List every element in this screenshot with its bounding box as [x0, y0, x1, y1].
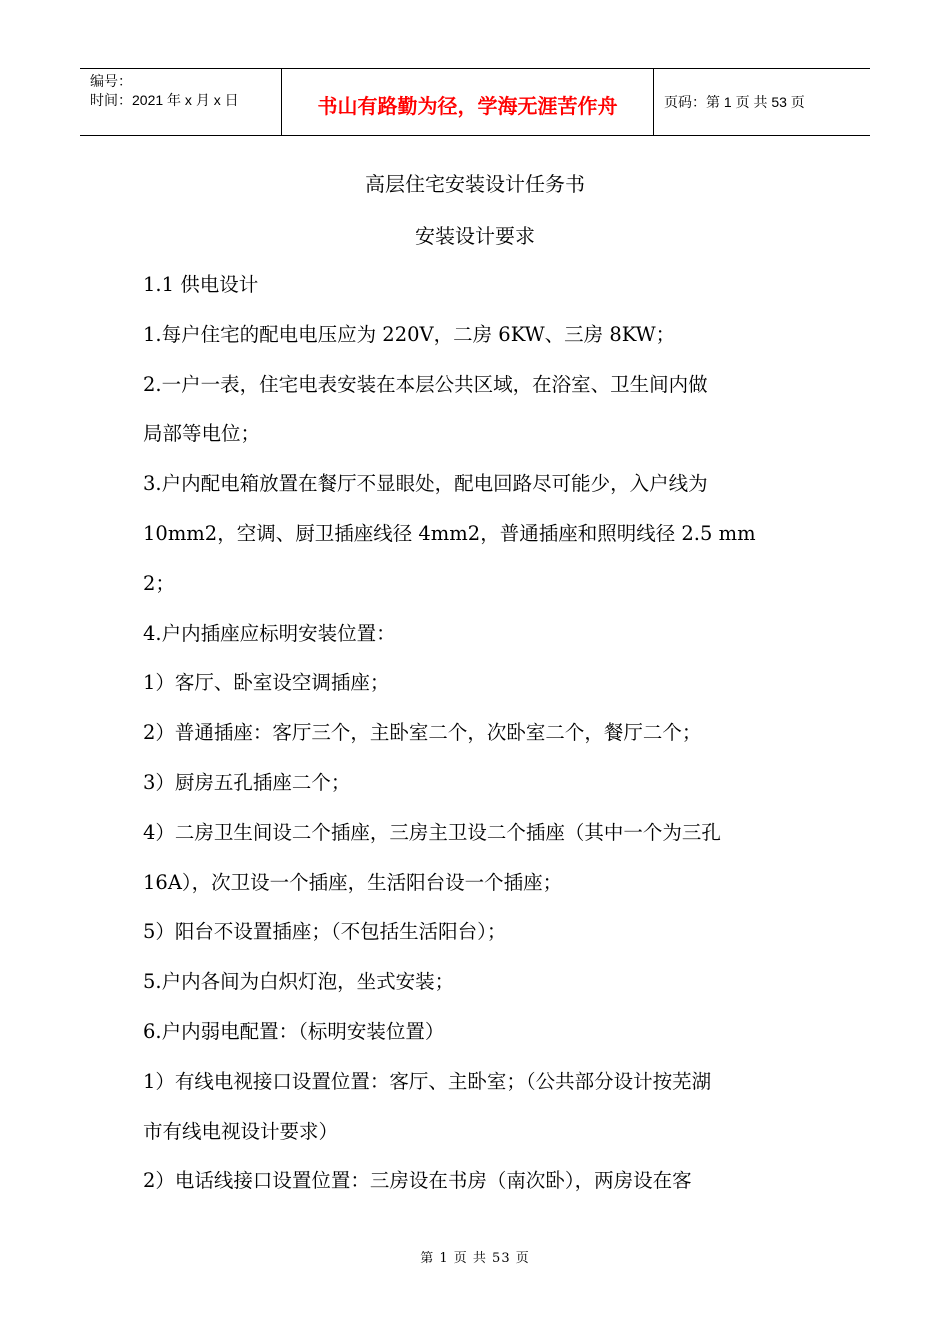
body-line: 2）普通插座：客厅三个，主卧室二个，次卧室二个，餐厅二个； — [143, 721, 702, 745]
number-label: 编号： — [90, 73, 132, 89]
document-title: 高层住宅安装设计任务书 — [365, 172, 585, 196]
body-line: 5.户内各间为白炽灯泡，坐式安装； — [143, 970, 455, 994]
body-line: 3.户内配电箱放置在餐厅不显眼处，配电回路尽可能少，入户线为 — [143, 472, 708, 496]
document-subtitle: 安装设计要求 — [415, 224, 535, 248]
body-line: 2.一户一表，住宅电表安装在本层公共区域，在浴室、卫生间内做 — [143, 372, 708, 396]
body-line: 16A），次卫设一个插座，生活阳台设一个插座； — [143, 870, 563, 894]
body-line: 1）有线电视接口设置位置：客厅、主卧室；（公共部分设计按芜湖 — [143, 1069, 712, 1093]
page-info: 页码：第 1 页 共 53 页 — [664, 94, 805, 110]
body-line: 市有线电视设计要求） — [143, 1119, 339, 1143]
page-footer: 第 1 页 共 53 页 — [420, 1251, 530, 1266]
body-line: 3）厨房五孔插座二个； — [143, 770, 351, 794]
body-line: 1）客厅、卧室设空调插座； — [143, 671, 390, 695]
header-table — [80, 68, 870, 136]
header-meta-cell — [80, 69, 282, 135]
body-line: 2）电话线接口设置位置：三房设在书房（南次卧），两房设在客 — [143, 1169, 692, 1193]
body-line: 1.每户住宅的配电电压应为 220V，二房 6KW、三房 8KW； — [143, 322, 676, 346]
body-line: 2； — [143, 571, 175, 595]
motto: 书山有路勤为径，学海无涯苦作舟 — [282, 69, 654, 135]
body-line: 5）阳台不设置插座；（不包括生活阳台）； — [143, 920, 507, 944]
body-line: 10mm2，空调、厨卫插座线径 4mm2，普通插座和照明线径 2.5 mm — [143, 521, 756, 545]
body-line: 1.1 供电设计 — [143, 273, 259, 296]
document-body — [143, 271, 823, 1217]
body-line: 局部等电位； — [143, 422, 261, 446]
body-line: 4）二房卫生间设二个插座，三房主卫设二个插座（其中一个为三孔 — [143, 820, 721, 844]
body-line: 6.户内弱电配置：（标明安装位置） — [143, 1019, 445, 1043]
date-label: 时间：2021 年 x 月 x 日 — [90, 92, 239, 108]
body-line: 4.户内插座应标明安装位置： — [143, 621, 396, 645]
